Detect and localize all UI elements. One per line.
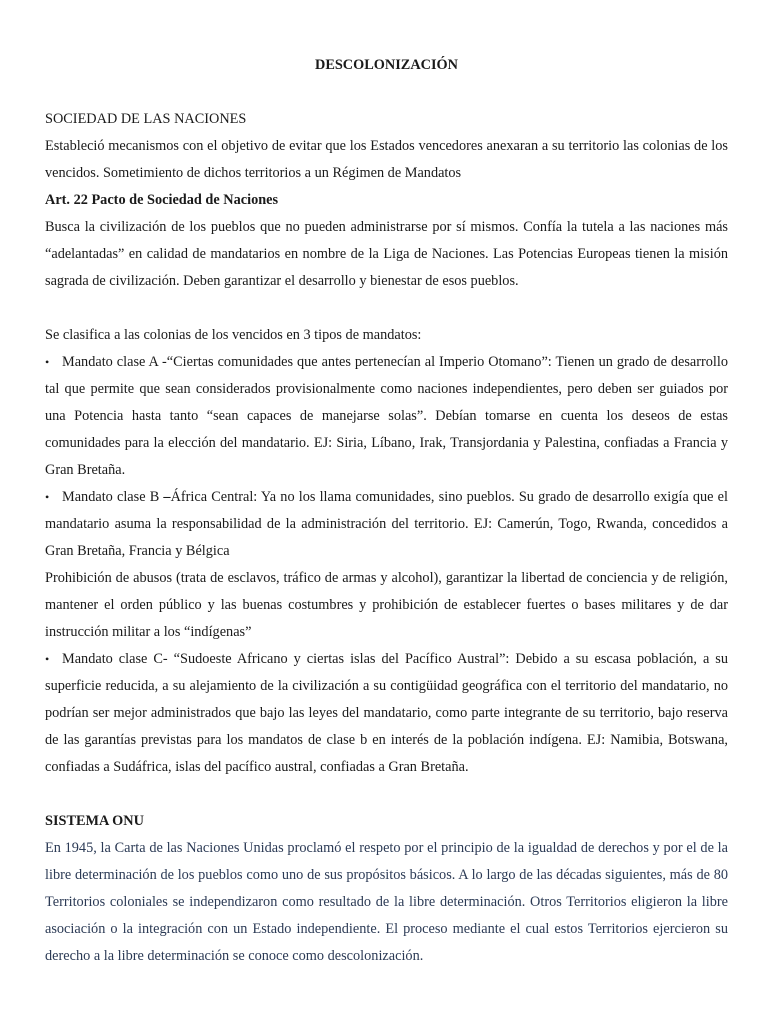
bullet-icon: • (45, 652, 50, 666)
onu-paragraph: En 1945, la Carta de las Naciones Unidas proclamó el respeto por el principio de la igualdad de derechos y por el de la libre determinación de los pueblos como uno de sus propósitos básicos. A lo largo de las décadas siguientes, más de 80 Territorios coloniales se independizaron como resultado de la libre determinación. Otros Territorios eligieron la libre asociación o la integración con un Estado independiente. El proceso mediante el cual estos Territorios ejercieron su derecho a la libre determinación se conoce como descolonización. (45, 840, 728, 964)
mandate-a-item (45, 349, 728, 484)
mandate-b-dash: – (163, 489, 171, 505)
mandate-a-text: Mandato clase A -“Ciertas comunidades que antes pertenecían al Imperio Otomano”: Tienen un grado de desarrollo tal que permite que sean considerados provisionalmente como naciones independientes, pero deben ser guiados por una Potencia hasta tanto “sean capaces de manejarse solas”. Debían tomarse en cuenta los deseos de estas comunidades para la elección del mandatario. EJ: Siria, Líbano, Irak, Transjordania y Palestina, confiadas a Francia y Gran Bretaña. (45, 354, 728, 478)
mandate-b-label: Mandato clase B (62, 489, 164, 505)
classification-intro: Se clasifica a las colonias de los vencidos en 3 tipos de mandatos: (45, 327, 422, 343)
section-heading-sociedad: SOCIEDAD DE LAS NACIONES (45, 111, 247, 127)
mandate-b-text: África Central: Ya no los llama comunidades, sino pueblos. Su grado de desarrollo exigía que el mandatario asuma la responsabilidad de la administración del territorio. EJ: Camerún, Togo, Rwanda, concedidos a Gran Bretaña, Francia y Bélgica (45, 489, 728, 559)
bullet-icon: • (45, 355, 50, 369)
mandate-c-text: Mandato clase C- “Sudoeste Africano y ciertas islas del Pacífico Austral”: Debido a su escasa población, a su superficie reducida, a su alejamiento de la civilización a su contigüidad geográfica con el territorio del mandatario, no podrían ser mejor administrados que bajo las leyes del mandatario, como parte integrante de su territorio, bajo reserva de las garantías previstas para los mandatos de clase b en interés de la población indígena. EJ: Namibia, Botswana, confiadas a Sudáfrica, islas del pacífico austral, confiadas a Gran Bretaña. (45, 651, 728, 775)
bullet-icon: • (45, 490, 50, 504)
mandate-b-item (45, 484, 728, 565)
article-heading: Art. 22 Pacto de Sociedad de Naciones (45, 192, 279, 208)
document-title: DESCOLONIZACIÓN (315, 57, 458, 73)
section-heading-onu: SISTEMA ONU (45, 813, 144, 829)
mandate-c-item (45, 646, 728, 781)
section-intro-paragraph: Estableció mecanismos con el objetivo de evitar que los Estados vencedores anexaran a su territorio las colonias de los vencidos. Sometimiento de dichos territorios a un Régimen de Mandatos (45, 138, 728, 181)
prohibition-paragraph: Prohibición de abusos (trata de esclavos, tráfico de armas y alcohol), garantizar la libertad de conciencia y de religión, mantener el orden público y las buenas costumbres y prohibición de establecer fuertes o bases militares y de dar instrucción militar a los “indígenas” (45, 570, 728, 640)
paragraph-spacer (45, 781, 728, 808)
article-paragraph: Busca la civilización de los pueblos que no pueden administrarse por sí mismos. Confía la tutela a las naciones más “adelantadas” en calidad de mandatarios en nombre de la Liga de Naciones. Las Potencias Europeas tienen la misión sagrada de civilización. Deben garantizar el desarrollo y bienestar de esos pueblos. (45, 219, 728, 289)
paragraph-spacer (45, 295, 728, 322)
